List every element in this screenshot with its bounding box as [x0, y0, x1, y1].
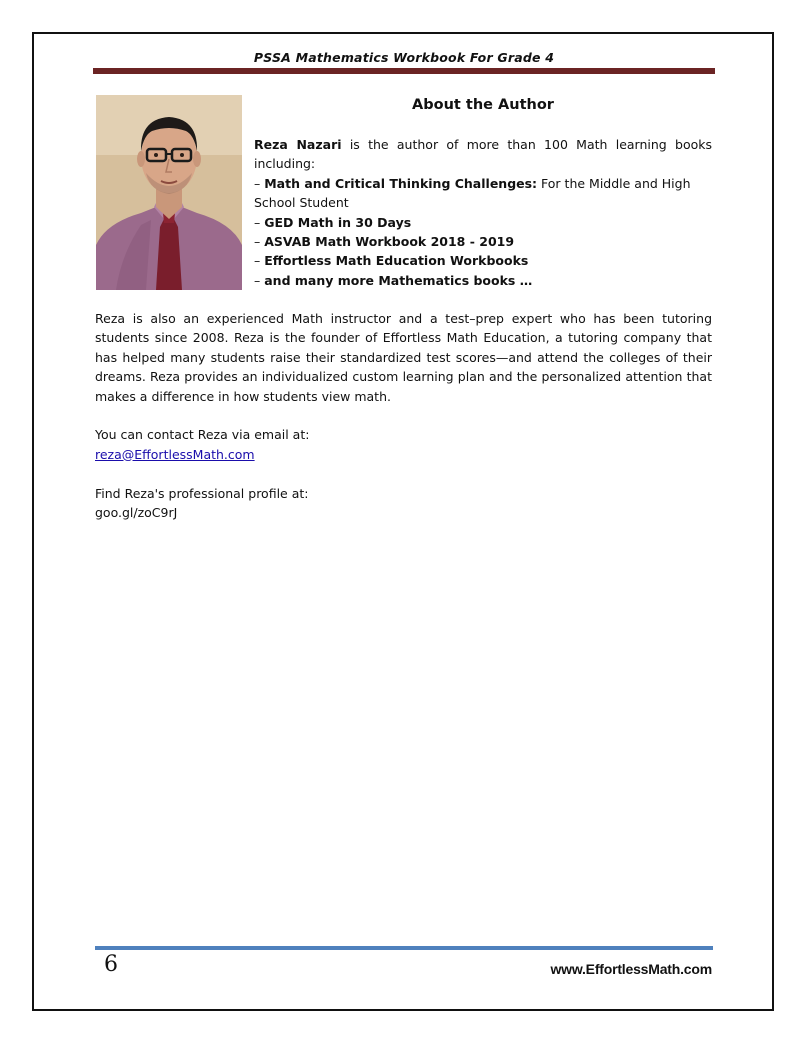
footer-rule — [95, 946, 713, 950]
author-intro — [254, 135, 712, 290]
book-title-header: PSSA Mathematics Workbook For Grade 4 — [253, 50, 555, 65]
book-list-item: – Effortless Math Education Workbooks — [254, 253, 529, 269]
page-number: 6 — [104, 952, 118, 977]
intro-text: is the author of more than 100 Math learning books including: — [254, 137, 712, 172]
about-heading: About the Author — [412, 97, 554, 113]
contact-label: You can contact Reza via email at: — [95, 427, 310, 443]
header-rule — [93, 68, 715, 74]
profile-block — [95, 484, 712, 523]
contact-block — [95, 425, 712, 464]
bio-paragraph: Reza is also an experienced Math instructor and a test–prep expert who has been tutoring students since 2008. Reza is the founder of Effortless Math Education, a tutoring company that has helped many students raise their standardized test scores—and attend the colleges of their dreams. Reza provides an individualized custom learning plan and the personalized attention that makes a difference in how students view math. — [95, 311, 712, 404]
author-photo — [96, 95, 242, 290]
book-list-item: – Math and Critical Thinking Challenges: For the Middle and High School Student — [254, 175, 691, 211]
intro-paragraph — [254, 135, 712, 174]
author-name: Reza Nazari — [254, 137, 342, 152]
footer-website: www.EffortlessMath.com — [550, 961, 712, 977]
profile-label: Find Reza's professional profile at: — [95, 485, 309, 501]
book-list-item: – ASVAB Math Workbook 2018 - 2019 — [254, 234, 515, 250]
author-details — [95, 309, 712, 542]
email-link[interactable]: reza@EffortlessMath.com — [95, 446, 255, 462]
book-list-item: – and many more Mathematics books … — [254, 272, 533, 288]
profile-url: goo.gl/zoC9rJ — [95, 505, 178, 521]
book-list-item: – GED Math in 30 Days — [254, 214, 412, 230]
